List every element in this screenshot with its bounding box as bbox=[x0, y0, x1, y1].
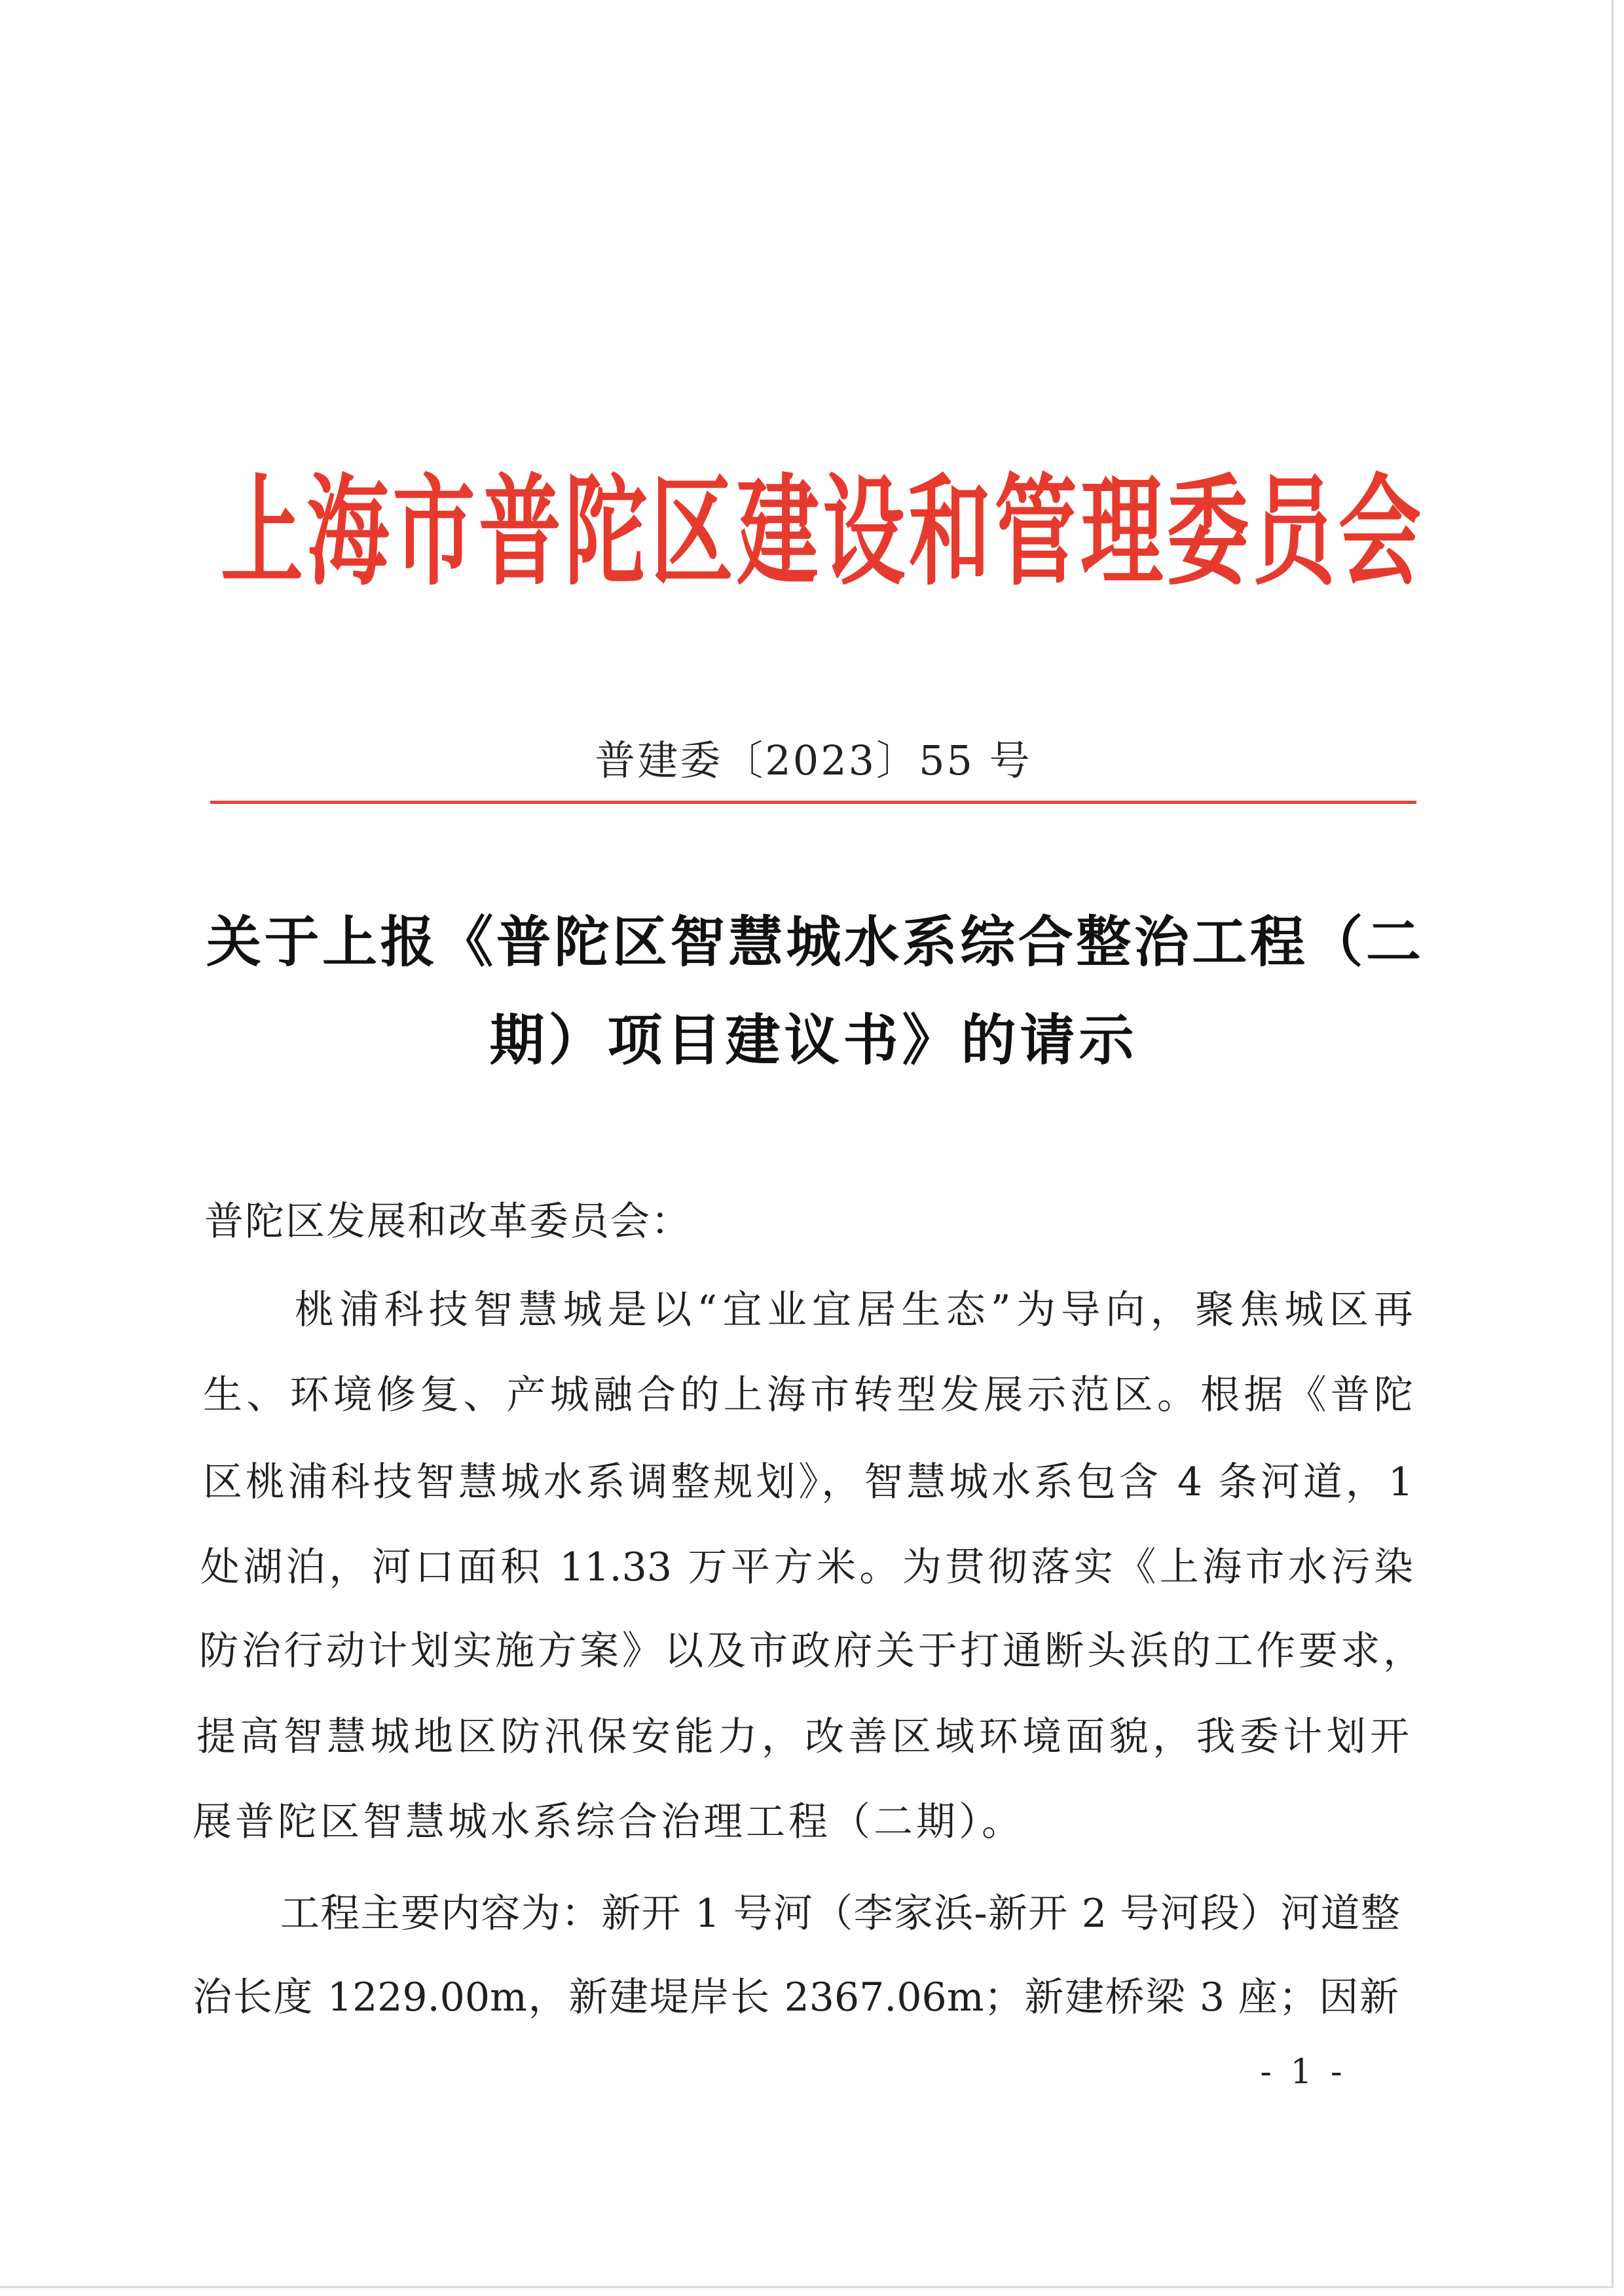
body-line: 桃浦科技智慧城是以“宜业宜居生态”为导向，聚焦城区再 bbox=[295, 1287, 1413, 1333]
salutation: 普陀区发展和改革委员会： bbox=[204, 1199, 692, 1245]
document-title-line-1: 关于上报《普陀区智慧城水系综合整治工程（二 bbox=[206, 909, 1421, 974]
document-number: 普建委〔2023〕55 号 bbox=[595, 737, 1032, 784]
scan-edge-bottom bbox=[0, 2286, 1614, 2288]
red-separator-line bbox=[210, 801, 1416, 804]
scan-edge-right bbox=[1612, 0, 1614, 2288]
body-line: 生、环境修复、产城融合的上海市转型发展示范区。根据《普陀 bbox=[203, 1372, 1413, 1418]
issuing-organization-header: 上海市普陀区建设和管理委员会 bbox=[221, 461, 1421, 602]
document-title-line-2: 期）项目建议书》的请示 bbox=[489, 1008, 1138, 1072]
page-number: - 1 - bbox=[1260, 2052, 1346, 2092]
body-line: 治长度 1229.00m，新建堤岸长 2367.06m；新建桥梁 3 座；因新 bbox=[193, 1975, 1399, 2020]
body-line: 防治行动计划实施方案》以及市政府关于打通断头浜的工作要求， bbox=[199, 1628, 1422, 1674]
body-line: 工程主要内容为：新开 1 号河（李家浜-新开 2 号河段）河道整 bbox=[280, 1891, 1400, 1937]
body-line: 区桃浦科技智慧城水系调整规划》，智慧城水系包含 4 条河道，1 bbox=[203, 1459, 1413, 1505]
body-line: 提高智慧城地区防汛保安能力，改善区域环境面貌，我委计划开 bbox=[196, 1714, 1409, 1760]
body-line: 处湖泊，河口面积 11.33 万平方米。为贯彻落实《上海市水污染 bbox=[200, 1544, 1413, 1590]
body-line: 展普陀区智慧城水系综合治理工程（二期）。 bbox=[193, 1799, 1024, 1845]
